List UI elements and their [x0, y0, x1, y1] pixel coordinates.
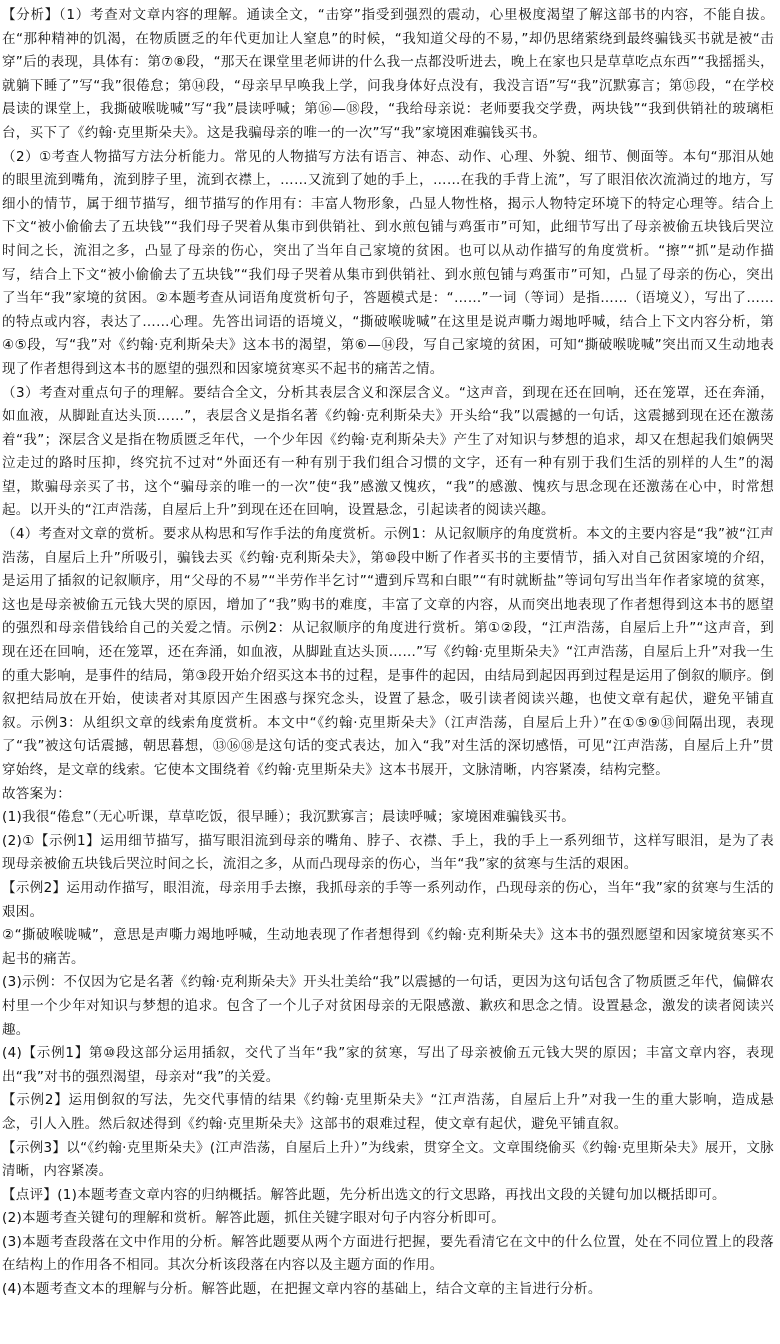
answer-label: 故答案为： [2, 785, 71, 802]
comment-4: (4)本题考查文本的理解与分析。解答此题，在把握文章内容的基础上，结合文章的主旨进行分析。 [2, 1281, 602, 1298]
answer-1: (1)我很“倦怠”（无心听课，草草吃饭，很早睡）；我沉默寡言；晨读呼喊；家境困难骗钱买书。 [2, 809, 576, 826]
answer-4-example-3: 【示例3】以“《约翰·克里斯朵夫》(江声浩荡，自屋后上升）”为线索，贯穿全文。文章围绕偷买《约翰·克里斯朵夫》展开，文脉清晰，内容紧凑。 [2, 1139, 774, 1180]
analysis-part-1: 【分析】（1）考查对文章内容的理解。通读全文，“击穿”指受到强烈的震动，心里极度渴望了解这部书的内容，不能自拔。在“那种精神的饥渴，在物质匮乏的年代更加让人窒息”的时候，“我知道父母的不易，”却仍思绪萦绕到最终骗钱买书就是被“击穿”后的表现，具体有：第⑦⑧段，“那天在课堂里老师讲的什么我一点都没听进去，晚上在家也只是草草吃点东西”“我摇摇头，就躺下睡了”写“我”很倦怠；第⑭段，“母亲早早唤我上学，问我身体好点没有，我没言语”写“我”沉默寡言；第⑮段，“在学校晨读的课堂上，我撕破喉咙喊”写“我”晨读呼喊；第⑯—⑱段，“我给母亲说：老师要我交学费，两块钱”“我到供销社的玻璃柜台，买下了《约翰·克里斯朵夫》。这是我骗母亲的唯一的一次”写“我”家境困难骗钱买书。 [2, 7, 774, 141]
answer-4-example-1: (4)【示例1】第⑩段这部分运用插叙，交代了当年“我”家的贫寒，写出了母亲被偷五元钱大哭的原因；丰富文章内容，表现出“我”对书的强烈渴望，母亲对“我”的关爱。 [2, 1045, 774, 1085]
answer-2-example-2: 【示例2】运用动作描写，眼泪流，母亲用手去擦，我抓母亲的手等一系列动作，凸现母亲的伤心，当年“我”家的贫寒与生活的艰困。 [2, 879, 774, 920]
answer-2-part-2: ②“撕破喉咙喊”，意思是声嘶力竭地呼喊，生动地表现了作者想得到《约翰·克利斯朵夫》这本书的强烈愿望和因家境贫寒买不起书的痛苦。 [2, 927, 774, 967]
analysis-part-3: （3）考查对重点句子的理解。要结合全文，分析其表层含义和深层含义。“这声音，到现在还在回响，还在笼罩，还在奔涌，如血液，从脚趾直达头顶……”，表层含义是指名著《约翰·克利斯朵夫》开头给“我”以震撼的一句话，这震撼到现在还在激荡着“我”；深层含义是指在物质匮乏年代，一个少年因《约翰·克利斯朵夫》产生了对知识与梦想的追求，却又在想起我们娘俩哭泣走过的路时压抑，终究抗不过对“外面还有一种有别于我们组合习惯的文字，还有一种有别于我们生活的别样的人生”的渴望，欺骗母亲买了书，这个“骗母亲的唯一的一次”使“我”感激又愧疚，“我”的感激、愧疚与思念现在还激荡在心中，时常想起。以开头的“江声浩荡，自屋后上升”到现在还在回响，设置悬念，引起读者的阅读兴趣。 [2, 384, 774, 519]
answer-4-example-2: 【示例2】运用倒叙的写法，先交代事情的结果《约翰·克里斯朵夫》“江声浩荡，自屋后上升”对我一生的重大影响，造成悬念，引人入胜。然后叙述得到《约翰·克里斯朵夫》这部书的艰难过程，使文章有起伏，避免平铺直叙。 [2, 1092, 774, 1132]
comment-1: 【点评】(1)本题考查文章内容的归纳概括。解答此题，先分析出选文的行文思路，再找出文段的关键句加以概括即可。 [2, 1186, 726, 1203]
analysis-part-2: （2）①考查人物描写方法分析能力。常见的人物描写方法有语言、神态、动作、心理、外貌、细节、侧面等。本句“那泪从她的眼里流到嘴角，流到脖子里，流到衣襟上，……又流到了她的手上，……在我的手背上流”，写了眼泪依次流淌过的地方，写细小的情节，属于细节描写，细节描写的作用有：丰富人物形象，凸显人物性格，揭示人物特定环境下的特定心理等。结合上下文“被小偷偷去了五块钱”“我们母子哭着从集市到供销社、到水煎包铺与鸡蛋市”可知，此细节写出了母亲被偷五块钱后哭泣时间之长，流泪之多，凸显了母亲的伤心，突出了当年自己家境的贫困。也可以从动作描写的角度赏析。“擦”“抓”是动作描写，结合上下文“被小偷偷去了五块钱”“我们母子哭着从集市到供销社、到水煎包铺与鸡蛋市”可知，凸显了母亲的伤心，突出了当年“我”家境的贫困。②本题考查从词语角度赏析句子，答题模式是：“……”一词（等词）是指……（语境义），写出了……的特点或内容，表达了……心理。先答出词语的语境义，“撕破喉咙喊”在这里是说声嘶力竭地呼喊，结合上下文内容分析，第④⑤段，写“我”对《约翰·克利斯朵夫》这本书的渴望，第⑥—⑭段，写自己家境的贫困，可知“撕破喉咙喊”突出而又生动地表现了作者想得到这本书的愿望的强烈和因家境贫寒买不起书的痛苦之情。 [2, 148, 774, 377]
comment-2: (2)本题考查关键句的理解和赏析。解答此题，抓住关键字眼对句子内容分析即可。 [2, 1210, 506, 1227]
answer-3: (3)示例：不仅因为它是名著《约翰·克利斯朵夫》开头壮美给“我”以震撼的一句话，更因为这句话包含了物质匮乏年代，偏僻农村里一个少年对知识与梦想的追求。包含了一个儿子对贫困母亲的无限感激、歉疚和思念之情。设置悬念，激发的读者阅读兴趣。 [2, 974, 774, 1038]
answer-2-example-1: (2)①【示例1】运用细节描写，描写眼泪流到母亲的嘴角、脖子、衣襟、手上，我的手上一系列细节，这样写眼泪，是为了表现母亲被偷五块钱后哭泣时间之长，流泪之多，从而凸现母亲的伤心，当年“我”家的贫寒与生活的艰困。 [2, 832, 774, 873]
analysis-part-4: （4）考查对文章的赏析。要求从构思和写作手法的角度赏析。示例1：从记叙顺序的角度赏析。本文的主要内容是“我”被“江声浩荡，自屋后上升”所吸引，骗钱去买《约翰·克利斯朵夫》，第⑩段中断了作者买书的主要情节，插入对自己贫困家境的介绍，是运用了插叙的记叙顺序，用“父母的不易”“半劳作半乞讨”“遭到斥骂和白眼”“有时就断盐”等词句写出当年作者家境的贫寒，这也是母亲被偷五元钱大哭的原因，增加了“我”购书的难度，丰富了文章的内容，从而突出地表现了作者想得到这本书的愿望的强烈和母亲借钱给自己的关爱之情。示例2：从记叙顺序的角度进行赏析。第①②段，“江声浩荡，自屋后上升”“这声音，到现在还在回响，还在笼罩，还在奔涌，如血液，从脚趾直达头顶……”写《约翰·克里斯朵夫》“江声浩荡，自屋后上升”对我一生的重大影响，是事件的结局，第③段开始介绍买这本书的过程，是事件的起因，由结局到起因再到过程是运用了倒叙的顺序。倒叙把结局放在开始，使读者对其原因产生困惑与探究念头，设置了悬念，吸引读者阅读兴趣，也使文章有起伏，避免平铺直叙。示例3：从组织文章的线索角度赏析。本文中“《约翰·克里斯朵夫》（江声浩荡，自屋后上升）”在①⑤⑨⑬间隔出现，表现了“我”被这句话震撼，朝思暮想，⑬⑯⑱是这句话的变式表达，加入“我”对生活的深切感悟，可见“江声浩荡，自屋后上升”贯穿始终，是文章的线索。它使本文围绕着《约翰·克里斯朵夫》这本书展开，文脉清晰，内容紧凑，结构完整。 [2, 526, 774, 778]
comment-3: (3)本题考查段落在文中作用的分析。解答此题要从两个方面进行把握，要先看清它在文中的什么位置，处在不同位置上的段落在结构上的作用各不相同。其次分析该段落在内容以及主题方面的作用。 [2, 1233, 774, 1274]
